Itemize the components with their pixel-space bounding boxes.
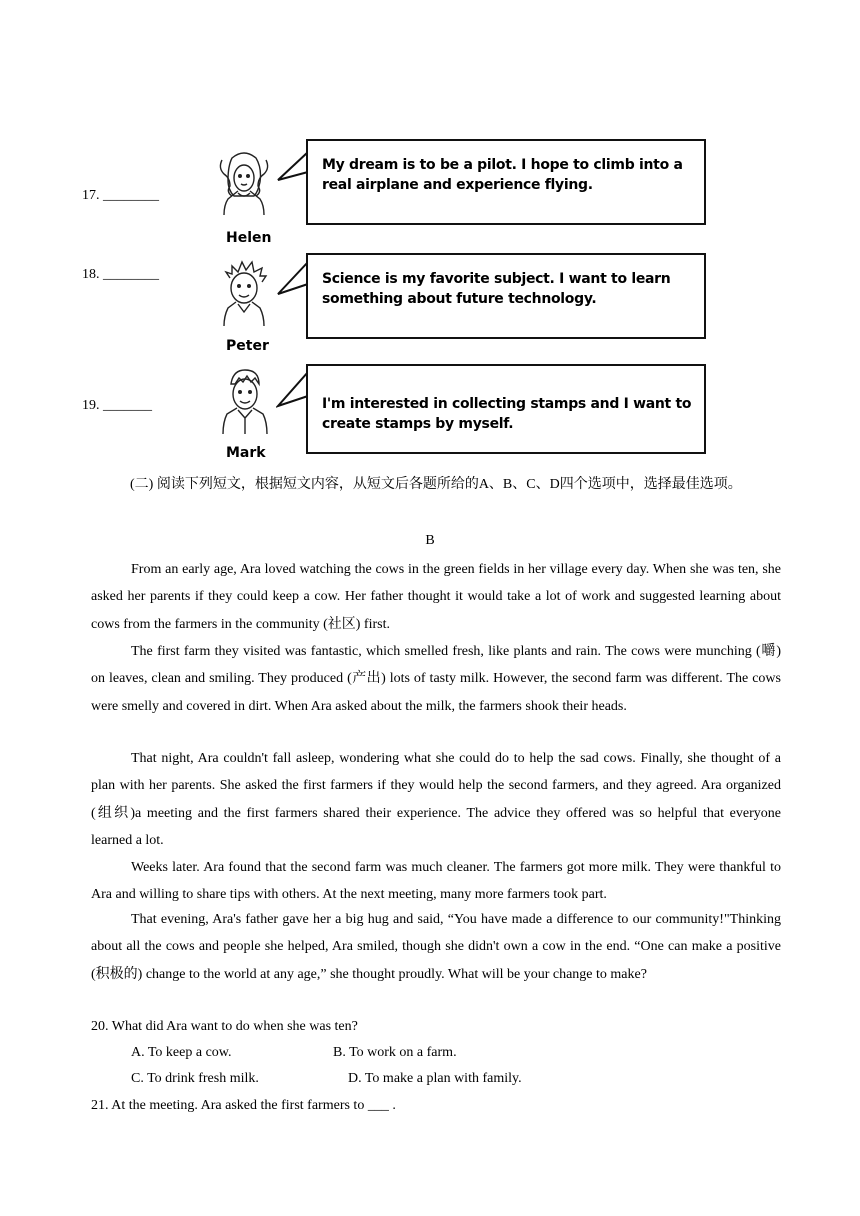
passage-paragraph-4: Weeks later. Ara found that the second farm was much cleaner. The farmers got more milk. They were thankful to Ara and willing to share tips with others. At the next meeting, many more farmers took part.	[91, 860, 781, 903]
passage-label: B	[425, 533, 435, 548]
question-20-option-c: C. To drink fresh milk.	[131, 1071, 259, 1086]
passage-paragraph-5: That evening, Ara's father gave her a big hug and said, “You have made a difference to our community!"Thinking about all the cows and people she helped, Ara smiled, though she didn't own a cow in the end. “One can make a positive (积极的) change to the world at any age,” she thought proudly. What will be your change to make?	[91, 912, 781, 982]
speech-bubble-mark	[306, 364, 706, 454]
speech-text-helen: My dream is to be a pilot. I hope to climb into a real airplane and experience flying.	[322, 157, 683, 193]
question-20-stem: 20. What did Ara want to do when she was ten?	[91, 1019, 358, 1034]
question-20-option-b: B. To work on a farm.	[333, 1045, 457, 1060]
question-17-blank: 17. ________	[82, 188, 159, 203]
mark-portrait-icon	[216, 366, 272, 438]
passage-paragraph-2: The first farm they visited was fantastic, which smelled fresh, like plants and rain. The cows were munching (嚼) on leaves, clean and smiling. They produced (产出) lots of tasty milk. However, the second farm was different. The cows were smelly and covered in dirt. When Ara asked about the milk, the farmers shook their heads.	[91, 644, 781, 714]
speech-bubble-helen	[306, 139, 706, 225]
speaker-name-peter: Peter	[226, 338, 269, 354]
passage-paragraph-3: That night, Ara couldn't fall asleep, wondering what she could do to help the sad cows. Finally, she thought of a plan with her parents. She asked the first farmers if they would help the second farmers, and they agreed. Ara organized (组织)a meeting and the first farmers shared their experience. The advice they offered was so helpful that everyone learned a lot.	[91, 751, 781, 848]
passage-paragraph-1: From an early age, Ara loved watching the cows in the green fields in her village every day. When she was ten, she asked her parents if they could keep a cow. Her father thought it would take a lot of work and suggested learning about cows from the farmers in the community (社区) first.	[91, 562, 781, 632]
helen-portrait-icon	[216, 148, 272, 218]
speech-bubble-peter	[306, 253, 706, 339]
question-19-blank: 19. _______	[82, 398, 152, 413]
speaker-name-mark: Mark	[226, 445, 266, 461]
peter-portrait-icon	[216, 260, 272, 330]
question-20-option-d: D. To make a plan with family.	[348, 1071, 522, 1086]
question-20-option-a: A. To keep a cow.	[131, 1045, 232, 1060]
question-21-stem: 21. At the meeting. Ara asked the first farmers to ___ .	[91, 1098, 396, 1113]
speaker-name-helen: Helen	[226, 230, 272, 246]
speech-text-mark: I'm interested in collecting stamps and I want to create stamps by myself.	[322, 396, 692, 432]
section-instruction: (二) 阅读下列短文，根据短文内容，从短文后各题所给的A、B、C、D四个选项中，选择最佳选项。	[130, 477, 742, 492]
speech-text-peter: Science is my favorite subject. I want to learn something about future technology.	[322, 271, 671, 307]
speech-bubble-tail	[276, 258, 310, 328]
speech-bubble-tail	[276, 150, 310, 220]
question-18-blank: 18. ________	[82, 267, 159, 282]
speech-bubble-tail	[276, 368, 310, 438]
